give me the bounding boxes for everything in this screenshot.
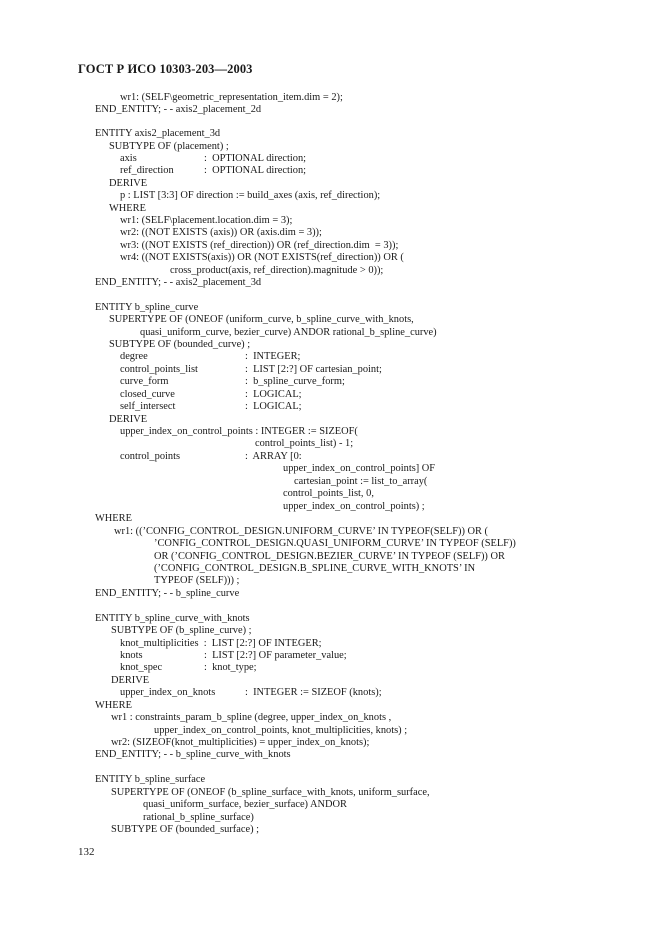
code-line: ENTITY b_spline_surface bbox=[95, 774, 206, 785]
code-line: knot_multiplicities : LIST [2:?] OF INTEGER; bbox=[120, 638, 322, 649]
code-line: knots bbox=[120, 650, 143, 661]
code-line: p : LIST [3:3] OF direction := build_axes (axis, ref_direction); bbox=[120, 190, 381, 201]
code-line: END_ENTITY; - - axis2_placement_3d bbox=[95, 277, 262, 288]
code-line: wr2: (SIZEOF(knot_multiplicities) = upper_index_on_knots); bbox=[111, 737, 370, 748]
code-line: : LOGICAL; bbox=[245, 389, 302, 400]
code-line: quasi_uniform_curve, bezier_curve) ANDOR rational_b_spline_curve) bbox=[140, 327, 437, 338]
code-line: : INTEGER; bbox=[245, 351, 301, 362]
code-line: control_points_list bbox=[120, 364, 198, 375]
code-line: degree bbox=[120, 351, 148, 362]
code-line: DERIVE bbox=[111, 675, 150, 686]
code-line: upper_index_on_control_points) ; bbox=[283, 501, 425, 512]
code-line: END_ENTITY; - - b_spline_curve_with_knots bbox=[95, 749, 291, 760]
code-line: TYPEOF (SELF))) ; bbox=[154, 575, 240, 586]
code-line: : LOGICAL; bbox=[245, 401, 302, 412]
code-line: : LIST [2:?] OF cartesian_point; bbox=[245, 364, 382, 375]
code-line: ENTITY b_spline_curve bbox=[95, 302, 199, 313]
code-line: DERIVE bbox=[109, 178, 148, 189]
code-line: SUPERTYPE OF (ONEOF (b_spline_surface_with_knots, uniform_surface, bbox=[111, 787, 430, 798]
code-line: ENTITY b_spline_curve_with_knots bbox=[95, 613, 250, 624]
code-line: END_ENTITY; - - b_spline_curve bbox=[95, 588, 240, 599]
page-number: 132 bbox=[78, 846, 95, 858]
code-line: : knot_type; bbox=[204, 662, 257, 673]
document-header: ГОСТ Р ИСО 10303-203—2003 bbox=[78, 62, 253, 76]
code-line: wr3: ((NOT EXISTS (ref_direction)) OR (ref_direction.dim = 3)); bbox=[120, 240, 399, 251]
code-line: ref_direction bbox=[120, 165, 174, 176]
code-line: knot_spec bbox=[120, 662, 163, 673]
code-line: WHERE bbox=[95, 513, 132, 524]
code-line: wr1 : constraints_param_b_spline (degree, upper_index_on_knots , bbox=[111, 712, 392, 723]
code-line: wr1: (SELF\placement.location.dim = 3); bbox=[120, 215, 293, 226]
code-line: rational_b_spline_surface) bbox=[143, 812, 254, 823]
code-line: axis bbox=[120, 153, 137, 164]
code-line: SUBTYPE OF (bounded_surface) ; bbox=[111, 824, 260, 835]
code-line: END_ENTITY; - - axis2_placement_2d bbox=[95, 104, 262, 115]
code-line: cartesian_point := list_to_array( bbox=[294, 476, 428, 487]
code-line: control_points_list) - 1; bbox=[255, 438, 354, 449]
code-line: wr1: ((’CONFIG_CONTROL_DESIGN.UNIFORM_CURVE’ IN TYPEOF(SELF)) OR ( bbox=[114, 526, 488, 537]
code-line: : b_spline_curve_form; bbox=[245, 376, 345, 387]
code-line: SUPERTYPE OF (ONEOF (uniform_curve, b_spline_curve_with_knots, bbox=[109, 314, 414, 325]
code-line: upper_index_on_control_points] OF bbox=[283, 463, 436, 474]
code-line: : INTEGER := SIZEOF (knots); bbox=[245, 687, 382, 698]
code-line: WHERE bbox=[95, 700, 132, 711]
code-line: ENTITY axis2_placement_3d bbox=[95, 128, 221, 139]
code-line: upper_index_on_knots bbox=[120, 687, 216, 698]
code-line: : OPTIONAL direction; bbox=[204, 153, 307, 164]
code-line: : ARRAY [0: bbox=[245, 451, 302, 462]
code-line: cross_product(axis, ref_direction).magnitude > 0)); bbox=[170, 265, 384, 276]
code-line: upper_index_on_control_points, knot_multiplicities, knots) ; bbox=[154, 725, 408, 736]
code-line: control_points_list, 0, bbox=[283, 488, 374, 499]
code-line: SUBTYPE OF (placement) ; bbox=[109, 141, 229, 152]
code-line: closed_curve bbox=[120, 389, 175, 400]
code-line: : OPTIONAL direction; bbox=[204, 165, 307, 176]
code-line: wr2: ((NOT EXISTS (axis)) OR (axis.dim = 3)); bbox=[120, 227, 322, 238]
code-line: WHERE bbox=[109, 203, 146, 214]
code-line: upper_index_on_control_points : INTEGER := SIZEOF( bbox=[120, 426, 358, 437]
code-line: : LIST [2:?] OF parameter_value; bbox=[204, 650, 347, 661]
code-line: wr1: (SELF\geometric_representation_item.dim = 2); bbox=[120, 92, 343, 103]
code-line: wr4: ((NOT EXISTS(axis)) OR (NOT EXISTS(ref_direction)) OR ( bbox=[120, 252, 404, 263]
code-line: curve_form bbox=[120, 376, 169, 387]
code-line: quasi_uniform_surface, bezier_surface) ANDOR bbox=[143, 799, 347, 810]
code-line: SUBTYPE OF (bounded_curve) ; bbox=[109, 339, 251, 350]
code-line: self_intersect bbox=[120, 401, 176, 412]
code-line: OR (’CONFIG_CONTROL_DESIGN.BEZIER_CURVE’ IN TYPEOF (SELF)) OR bbox=[154, 551, 505, 562]
code-line: (’CONFIG_CONTROL_DESIGN.B_SPLINE_CURVE_WITH_KNOTS’ IN bbox=[154, 563, 476, 574]
code-line: control_points bbox=[120, 451, 181, 462]
code-line: SUBTYPE OF (b_spline_curve) ; bbox=[111, 625, 252, 636]
code-line: ’CONFIG_CONTROL_DESIGN.QUASI_UNIFORM_CURVE’ IN TYPEOF (SELF)) bbox=[154, 538, 516, 549]
code-line: DERIVE bbox=[109, 414, 148, 425]
